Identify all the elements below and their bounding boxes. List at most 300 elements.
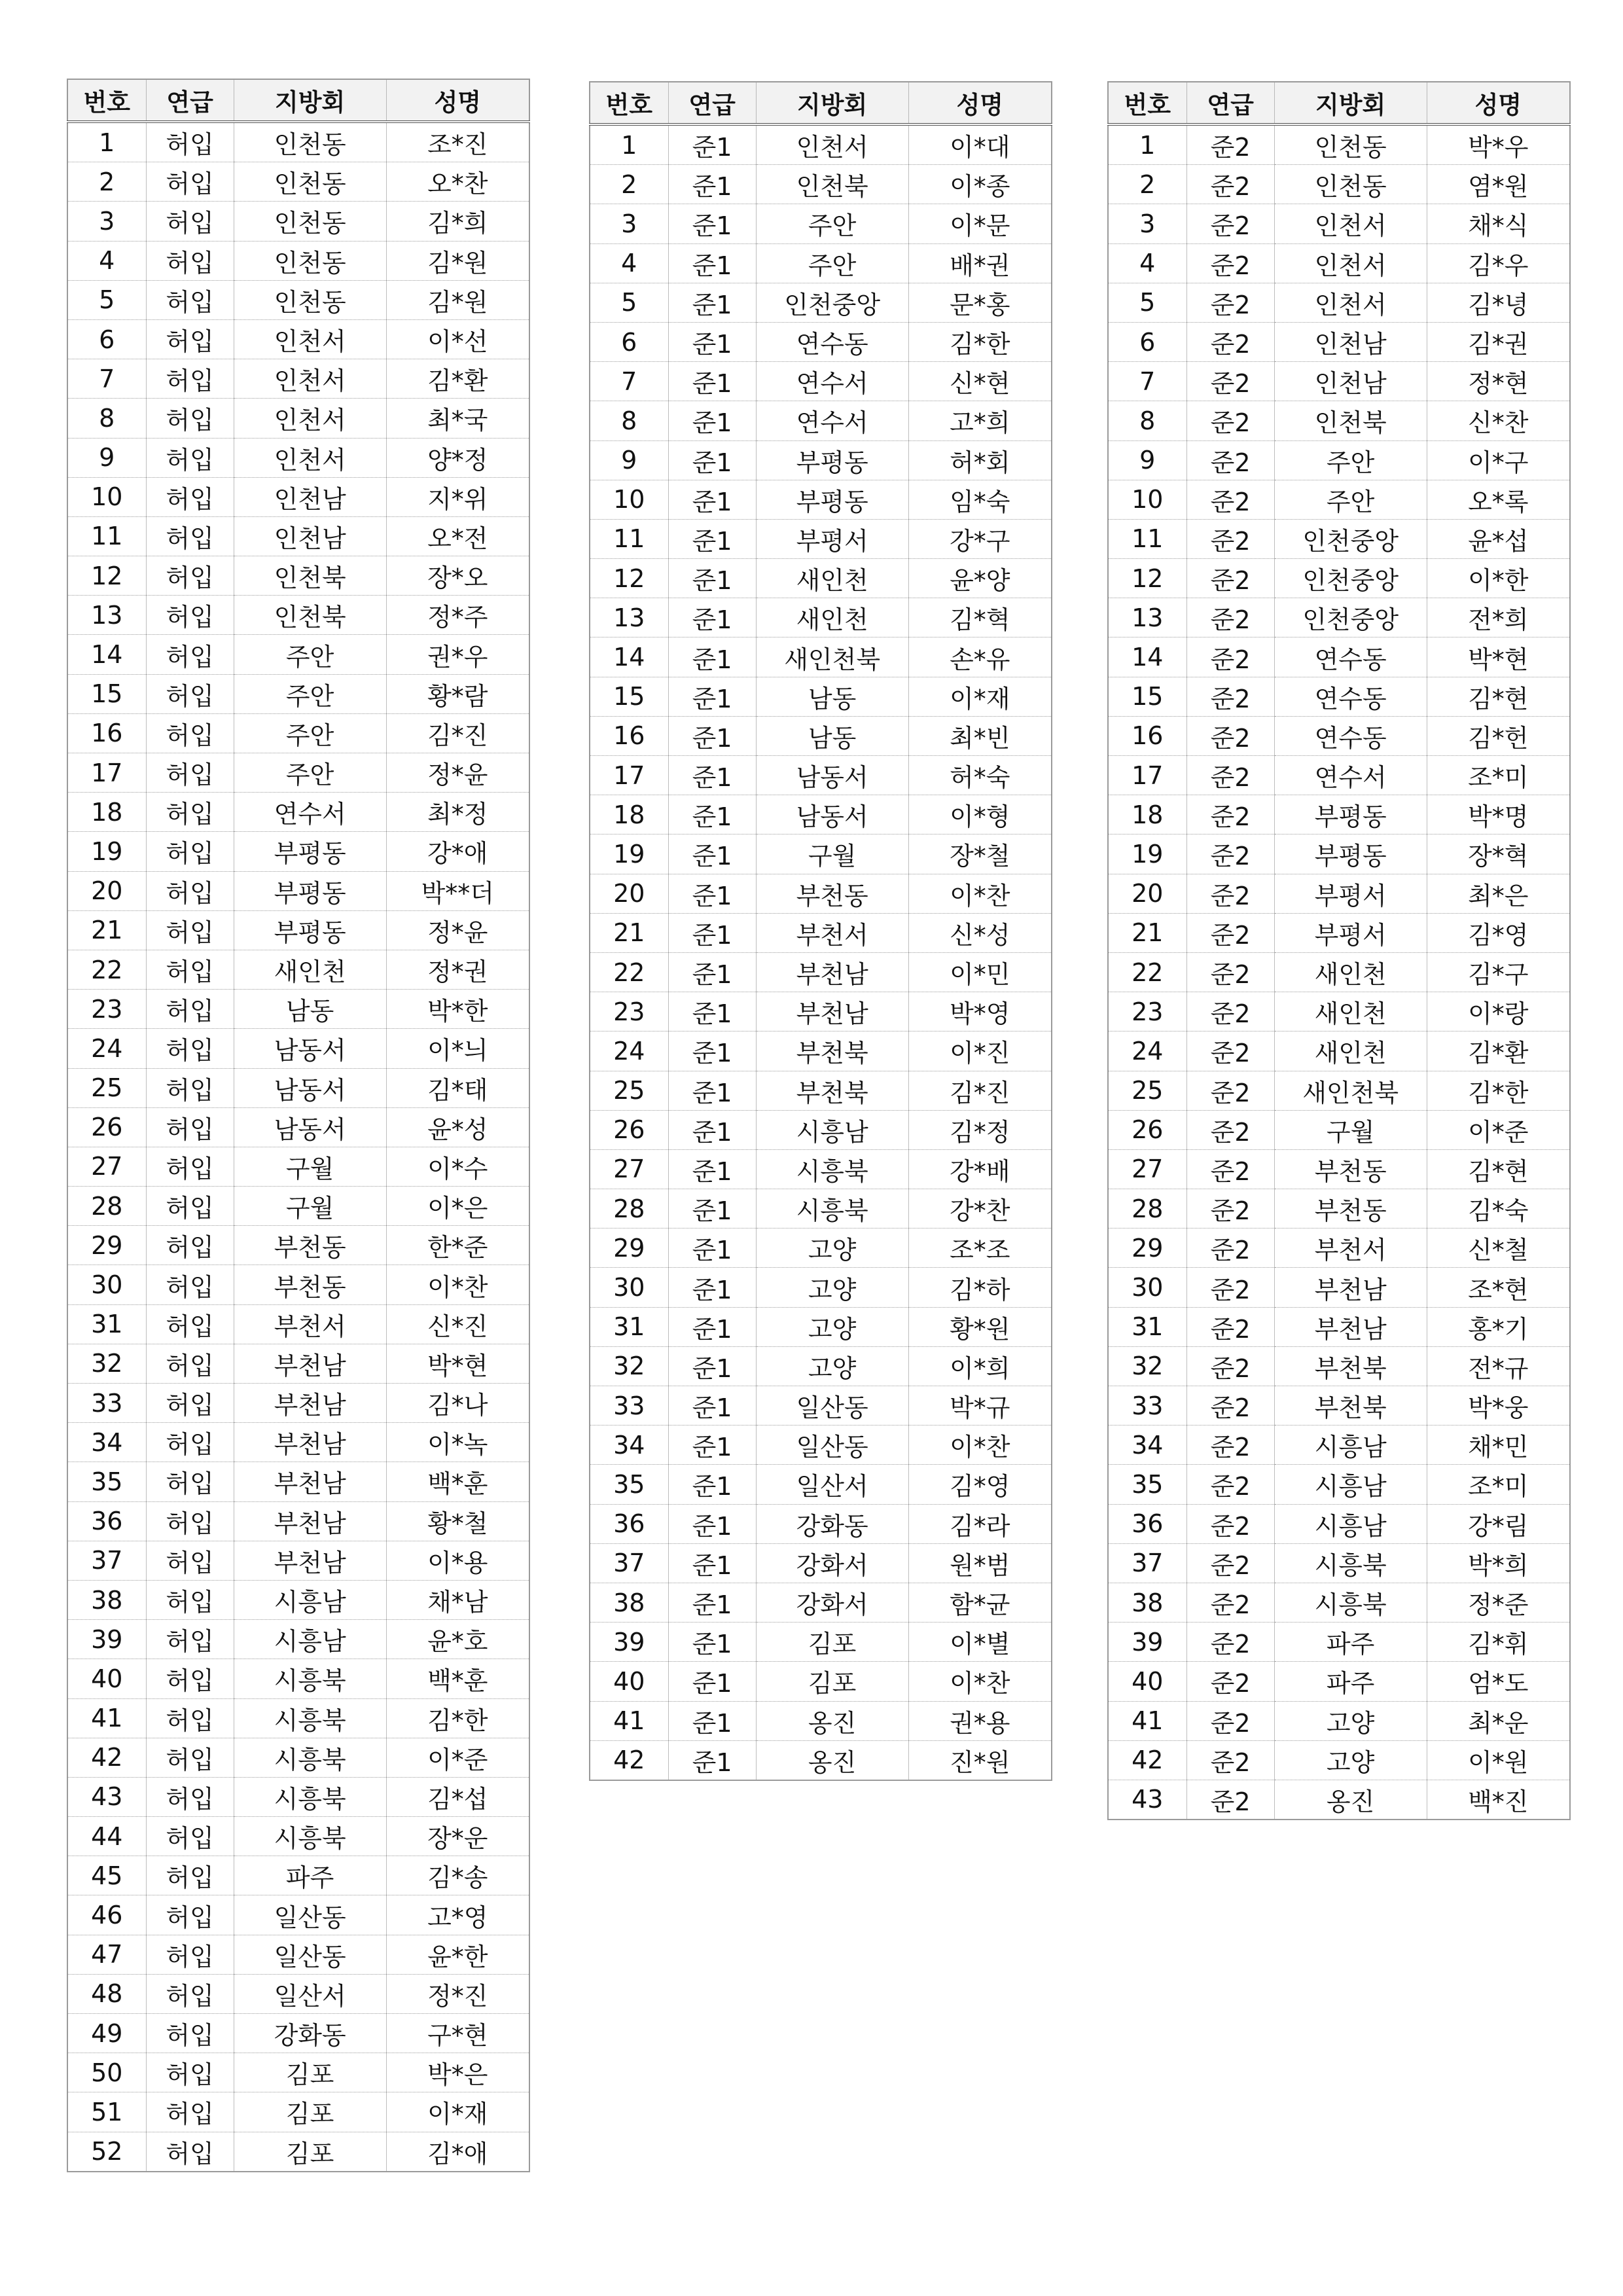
- cell-rank: 허입: [146, 1265, 234, 1304]
- cell-number: 31: [67, 1304, 146, 1344]
- cell-rank: 허입: [146, 319, 234, 359]
- table-row: [590, 1543, 1052, 1583]
- cell-district: 시흥남: [756, 1110, 908, 1149]
- cell-name: 염*원: [1427, 165, 1570, 204]
- cell-district: 부천북: [756, 1071, 908, 1110]
- cell-name: 함*균: [908, 1583, 1052, 1622]
- cell-district: 부천남: [234, 1344, 386, 1383]
- table-row: [590, 834, 1052, 874]
- cell-district: 옹진: [756, 1701, 908, 1740]
- cell-name: 정*권: [386, 950, 529, 989]
- cell-district: 파주: [1274, 1623, 1427, 1662]
- table-row: [590, 1071, 1052, 1110]
- table-row: [67, 1344, 529, 1383]
- cell-rank: 허입: [146, 635, 234, 674]
- cell-district: 부천동: [1274, 1149, 1427, 1189]
- cell-rank: 준1: [668, 952, 756, 992]
- cell-rank: 허입: [146, 1423, 234, 1462]
- cell-district: 인천서: [234, 438, 386, 477]
- table-row: [67, 1659, 529, 1698]
- cell-district: 부천서: [756, 913, 908, 952]
- cell-district: 남동서: [234, 1029, 386, 1068]
- cell-number: 14: [590, 637, 668, 677]
- cell-number: 3: [67, 202, 146, 241]
- table-row: [590, 1740, 1052, 1780]
- cell-name: 이*종: [908, 165, 1052, 204]
- cell-name: 김*한: [386, 1698, 529, 1738]
- cell-district: 부천북: [756, 1031, 908, 1071]
- cell-rank: 허입: [146, 2132, 234, 2172]
- cell-district: 구월: [1274, 1110, 1427, 1149]
- table-header-row: [590, 82, 1052, 124]
- cell-rank: 준1: [668, 362, 756, 401]
- cell-rank: 준1: [668, 124, 756, 165]
- cell-name: 강*찬: [908, 1189, 1052, 1229]
- table-row: [1108, 1386, 1570, 1426]
- table-row: [67, 399, 529, 438]
- cell-rank: 준2: [1186, 756, 1274, 795]
- cell-number: 21: [67, 910, 146, 950]
- cell-rank: 준2: [1186, 1071, 1274, 1110]
- cell-rank: 준1: [668, 795, 756, 834]
- cell-rank: 준2: [1186, 362, 1274, 401]
- cell-district: 부천서: [234, 1304, 386, 1344]
- cell-rank: 허입: [146, 1147, 234, 1186]
- cell-rank: 준2: [1186, 1623, 1274, 1662]
- table-row: [590, 519, 1052, 558]
- cell-rank: 허입: [146, 202, 234, 241]
- cell-number: 5: [590, 283, 668, 322]
- cell-rank: 허입: [146, 122, 234, 162]
- cell-name: 이*준: [386, 1738, 529, 1777]
- cell-name: 강*구: [908, 519, 1052, 558]
- cell-name: 김*숙: [1427, 1189, 1570, 1229]
- cell-rank: 준1: [668, 1504, 756, 1543]
- cell-rank: 허입: [146, 1856, 234, 1895]
- table-row: [590, 1465, 1052, 1504]
- cell-district: 시흥북: [1274, 1583, 1427, 1622]
- cell-district: 옹진: [756, 1740, 908, 1780]
- cell-district: 인천서: [234, 319, 386, 359]
- table-row: [590, 874, 1052, 913]
- cell-rank: 준1: [668, 480, 756, 519]
- cell-rank: 준2: [1186, 1229, 1274, 1268]
- cell-number: 46: [67, 1895, 146, 1935]
- cell-name: 이*구: [1427, 440, 1570, 480]
- cell-number: 42: [1108, 1740, 1186, 1780]
- cell-name: 최*국: [386, 399, 529, 438]
- table-row: [67, 202, 529, 241]
- table-row: [67, 319, 529, 359]
- cell-name: 손*유: [908, 637, 1052, 677]
- table-row: [1108, 1307, 1570, 1346]
- cell-district: 시흥북: [234, 1777, 386, 1816]
- cell-number: 37: [1108, 1543, 1186, 1583]
- cell-number: 28: [67, 1187, 146, 1226]
- cell-name: 김*원: [386, 280, 529, 319]
- cell-number: 44: [67, 1817, 146, 1856]
- cell-name: 김*환: [1427, 1031, 1570, 1071]
- cell-district: 시흥남: [234, 1580, 386, 1619]
- cell-rank: 준1: [668, 1465, 756, 1504]
- cell-rank: 준1: [668, 401, 756, 440]
- cell-number: 38: [590, 1583, 668, 1622]
- cell-name: 장*운: [386, 1817, 529, 1856]
- cell-rank: 허입: [146, 516, 234, 556]
- table-row: [67, 1698, 529, 1738]
- table-row: [590, 1504, 1052, 1543]
- cell-name: 채*식: [1427, 204, 1570, 243]
- table-row: [1108, 559, 1570, 598]
- cell-number: 51: [67, 2092, 146, 2132]
- cell-number: 13: [67, 596, 146, 635]
- table-row: [590, 1583, 1052, 1622]
- cell-name: 정*현: [1427, 362, 1570, 401]
- cell-rank: 준1: [668, 322, 756, 361]
- cell-name: 박*현: [386, 1344, 529, 1383]
- cell-name: 김*나: [386, 1384, 529, 1423]
- table-row: [1108, 992, 1570, 1031]
- cell-name: 김*한: [908, 322, 1052, 361]
- cell-number: 9: [67, 438, 146, 477]
- table-row: [590, 559, 1052, 598]
- cell-rank: 준1: [668, 992, 756, 1031]
- table-row: [67, 832, 529, 871]
- cell-name: 백*훈: [386, 1659, 529, 1698]
- cell-district: 인천북: [756, 165, 908, 204]
- table-row: [1108, 1780, 1570, 1820]
- cell-name: 김*정: [908, 1110, 1052, 1149]
- cell-name: 김*태: [386, 1068, 529, 1107]
- cell-number: 32: [67, 1344, 146, 1383]
- table-row: [1108, 440, 1570, 480]
- cell-district: 인천동: [234, 280, 386, 319]
- cell-rank: 허입: [146, 1029, 234, 1068]
- cell-number: 41: [67, 1698, 146, 1738]
- cell-name: 박*영: [908, 992, 1052, 1031]
- cell-number: 22: [67, 950, 146, 989]
- table-row: [1108, 401, 1570, 440]
- cell-number: 22: [1108, 952, 1186, 992]
- cell-number: 41: [1108, 1701, 1186, 1740]
- cell-name: 이*대: [908, 124, 1052, 165]
- table-row: [1108, 913, 1570, 952]
- cell-rank: 허입: [146, 713, 234, 753]
- cell-district: 부평동: [1274, 795, 1427, 834]
- cell-rank: 허입: [146, 871, 234, 910]
- table-row: [1108, 165, 1570, 204]
- cell-number: 16: [67, 713, 146, 753]
- table-row: [590, 283, 1052, 322]
- cell-rank: 준1: [668, 1583, 756, 1622]
- cell-name: 전*규: [1427, 1346, 1570, 1386]
- cell-number: 32: [590, 1346, 668, 1386]
- cell-district: 주안: [1274, 440, 1427, 480]
- cell-number: 30: [1108, 1268, 1186, 1307]
- table-row: [67, 1029, 529, 1068]
- cell-district: 새인천북: [1274, 1071, 1427, 1110]
- table-row: [590, 204, 1052, 243]
- cell-district: 인천동: [234, 241, 386, 280]
- cell-rank: 허입: [146, 2092, 234, 2132]
- cell-number: 40: [1108, 1662, 1186, 1701]
- cell-number: 13: [590, 598, 668, 637]
- table-row: [1108, 519, 1570, 558]
- cell-rank: 준1: [668, 1426, 756, 1465]
- cell-rank: 준2: [1186, 1543, 1274, 1583]
- cell-district: 부천북: [1274, 1346, 1427, 1386]
- cell-district: 부평동: [234, 832, 386, 871]
- cell-number: 8: [1108, 401, 1186, 440]
- cell-number: 36: [590, 1504, 668, 1543]
- roster-table-jun2: [1107, 81, 1571, 1820]
- cell-rank: 준1: [668, 1662, 756, 1701]
- cell-number: 23: [590, 992, 668, 1031]
- cell-name: 박*웅: [1427, 1386, 1570, 1426]
- cell-name: 장*오: [386, 556, 529, 596]
- cell-number: 17: [1108, 756, 1186, 795]
- cell-district: 강화서: [756, 1583, 908, 1622]
- cell-district: 새인천: [756, 598, 908, 637]
- cell-district: 인천남: [234, 477, 386, 516]
- cell-district: 부천남: [234, 1501, 386, 1541]
- column-header-district: 지방회: [1274, 82, 1427, 124]
- cell-number: 9: [1108, 440, 1186, 480]
- cell-name: 이*늬: [386, 1029, 529, 1068]
- cell-rank: 허입: [146, 1580, 234, 1619]
- cell-rank: 준1: [668, 1307, 756, 1346]
- cell-number: 7: [590, 362, 668, 401]
- cell-number: 18: [590, 795, 668, 834]
- table-row: [590, 598, 1052, 637]
- cell-district: 인천서: [1274, 243, 1427, 283]
- cell-rank: 허입: [146, 438, 234, 477]
- cell-name: 권*우: [386, 635, 529, 674]
- table-row: [67, 1738, 529, 1777]
- table-row: [1108, 795, 1570, 834]
- table-row: [1108, 1110, 1570, 1149]
- cell-rank: 허입: [146, 2014, 234, 2053]
- cell-number: 42: [590, 1740, 668, 1780]
- cell-rank: 허입: [146, 753, 234, 793]
- cell-number: 29: [590, 1229, 668, 1268]
- cell-district: 부천남: [1274, 1268, 1427, 1307]
- table-row: [590, 165, 1052, 204]
- cell-name: 채*민: [1427, 1426, 1570, 1465]
- cell-rank: 허입: [146, 596, 234, 635]
- cell-name: 김*하: [908, 1268, 1052, 1307]
- cell-number: 28: [590, 1189, 668, 1229]
- cell-name: 구*현: [386, 2014, 529, 2053]
- table-row: [590, 716, 1052, 755]
- cell-district: 옹진: [1274, 1780, 1427, 1820]
- cell-district: 인천중앙: [1274, 559, 1427, 598]
- cell-name: 허*회: [908, 440, 1052, 480]
- cell-name: 강*배: [908, 1149, 1052, 1189]
- cell-rank: 준2: [1186, 1268, 1274, 1307]
- cell-name: 고*영: [386, 1895, 529, 1935]
- cell-name: 최*빈: [908, 716, 1052, 755]
- cell-name: 김*송: [386, 1856, 529, 1895]
- table-row: [590, 992, 1052, 1031]
- table-row: [1108, 1662, 1570, 1701]
- cell-rank: 준2: [1186, 1307, 1274, 1346]
- cell-rank: 준2: [1186, 1465, 1274, 1504]
- table-row: [590, 1307, 1052, 1346]
- cell-rank: 허입: [146, 2053, 234, 2092]
- cell-rank: 준2: [1186, 1386, 1274, 1426]
- cell-district: 고양: [1274, 1740, 1427, 1780]
- cell-district: 연수동: [1274, 637, 1427, 677]
- cell-district: 새인천: [1274, 1031, 1427, 1071]
- cell-number: 20: [67, 871, 146, 910]
- cell-name: 이*원: [1427, 1740, 1570, 1780]
- table-row: [590, 677, 1052, 716]
- cell-rank: 허입: [146, 1304, 234, 1344]
- table-row: [590, 1149, 1052, 1189]
- cell-rank: 준2: [1186, 480, 1274, 519]
- column-header-district: 지방회: [756, 82, 908, 124]
- cell-district: 주안: [234, 753, 386, 793]
- table-row: [67, 1856, 529, 1895]
- table-row: [590, 1346, 1052, 1386]
- table-row: [1108, 598, 1570, 637]
- cell-rank: 준1: [668, 1346, 756, 1386]
- cell-number: 50: [67, 2053, 146, 2092]
- cell-rank: 허입: [146, 1541, 234, 1580]
- table-row: [1108, 756, 1570, 795]
- cell-number: 9: [590, 440, 668, 480]
- cell-rank: 허입: [146, 793, 234, 832]
- cell-number: 2: [1108, 165, 1186, 204]
- cell-number: 12: [590, 559, 668, 598]
- table-row: [590, 401, 1052, 440]
- cell-rank: 허입: [146, 1817, 234, 1856]
- cell-name: 이*문: [908, 204, 1052, 243]
- cell-rank: 준1: [668, 1701, 756, 1740]
- cell-name: 이*선: [386, 319, 529, 359]
- cell-district: 새인천: [234, 950, 386, 989]
- cell-name: 신*현: [908, 362, 1052, 401]
- cell-district: 인천동: [1274, 165, 1427, 204]
- cell-district: 인천중앙: [1274, 519, 1427, 558]
- cell-rank: 허입: [146, 1659, 234, 1698]
- table-row: [1108, 362, 1570, 401]
- table-row: [590, 124, 1052, 165]
- column-header-name: 성명: [1427, 82, 1570, 124]
- cell-name: 배*권: [908, 243, 1052, 283]
- cell-district: 부천동: [1274, 1189, 1427, 1229]
- cell-name: 원*범: [908, 1543, 1052, 1583]
- cell-name: 지*위: [386, 477, 529, 516]
- column-header-number: 번호: [67, 79, 146, 122]
- cell-number: 29: [1108, 1229, 1186, 1268]
- cell-rank: 허입: [146, 1777, 234, 1816]
- roster-table-heoip: [67, 79, 530, 2172]
- cell-number: 39: [1108, 1623, 1186, 1662]
- cell-district: 고양: [756, 1307, 908, 1346]
- table-row: [1108, 480, 1570, 519]
- cell-rank: 허입: [146, 1187, 234, 1226]
- cell-rank: 허입: [146, 1935, 234, 1974]
- cell-rank: 준2: [1186, 1346, 1274, 1386]
- cell-name: 조*미: [1427, 1465, 1570, 1504]
- cell-rank: 준1: [668, 559, 756, 598]
- cell-rank: 허입: [146, 1698, 234, 1738]
- cell-district: 고양: [1274, 1701, 1427, 1740]
- table-row: [67, 1580, 529, 1619]
- cell-name: 이*준: [1427, 1110, 1570, 1149]
- cell-district: 남동서: [234, 1068, 386, 1107]
- cell-rank: 준2: [1186, 124, 1274, 165]
- cell-name: 최*운: [1427, 1701, 1570, 1740]
- cell-name: 홍*기: [1427, 1307, 1570, 1346]
- table-row: [1108, 716, 1570, 755]
- cell-number: 38: [67, 1580, 146, 1619]
- cell-name: 이*용: [386, 1541, 529, 1580]
- table-row: [67, 2132, 529, 2172]
- column-header-name: 성명: [908, 82, 1052, 124]
- table-row: [67, 635, 529, 674]
- cell-number: 33: [67, 1384, 146, 1423]
- cell-district: 김포: [234, 2053, 386, 2092]
- cell-rank: 준1: [668, 1229, 756, 1268]
- column-header-rank: 연급: [1186, 82, 1274, 124]
- cell-number: 15: [67, 674, 146, 713]
- cell-number: 24: [67, 1029, 146, 1068]
- table-row: [590, 756, 1052, 795]
- cell-district: 부천남: [756, 992, 908, 1031]
- cell-number: 19: [67, 832, 146, 871]
- table-row: [67, 1935, 529, 1974]
- cell-district: 구월: [756, 834, 908, 874]
- cell-rank: 허입: [146, 1895, 234, 1935]
- cell-rank: 준1: [668, 519, 756, 558]
- cell-name: 허*숙: [908, 756, 1052, 795]
- cell-number: 36: [67, 1501, 146, 1541]
- cell-district: 시흥북: [756, 1189, 908, 1229]
- table-row: [590, 913, 1052, 952]
- cell-district: 남동: [756, 716, 908, 755]
- cell-name: 김*진: [908, 1071, 1052, 1110]
- cell-name: 채*남: [386, 1580, 529, 1619]
- cell-district: 인천중앙: [1274, 598, 1427, 637]
- table-row: [590, 1426, 1052, 1465]
- cell-number: 31: [1108, 1307, 1186, 1346]
- cell-name: 윤*성: [386, 1107, 529, 1147]
- table-row: [1108, 874, 1570, 913]
- cell-district: 부평동: [1274, 834, 1427, 874]
- table-row: [67, 556, 529, 596]
- cell-number: 35: [1108, 1465, 1186, 1504]
- cell-number: 36: [1108, 1504, 1186, 1543]
- cell-district: 남동: [756, 677, 908, 716]
- cell-number: 5: [1108, 283, 1186, 322]
- cell-district: 김포: [234, 2132, 386, 2172]
- table-row: [67, 990, 529, 1029]
- cell-name: 이*수: [386, 1147, 529, 1186]
- table-row: [67, 162, 529, 202]
- table-header-row: [1108, 82, 1570, 124]
- cell-rank: 준2: [1186, 1189, 1274, 1229]
- cell-number: 49: [67, 2014, 146, 2053]
- cell-name: 최*정: [386, 793, 529, 832]
- cell-number: 21: [590, 913, 668, 952]
- cell-number: 16: [1108, 716, 1186, 755]
- cell-district: 시흥남: [1274, 1426, 1427, 1465]
- table-row: [67, 1226, 529, 1265]
- cell-number: 43: [67, 1777, 146, 1816]
